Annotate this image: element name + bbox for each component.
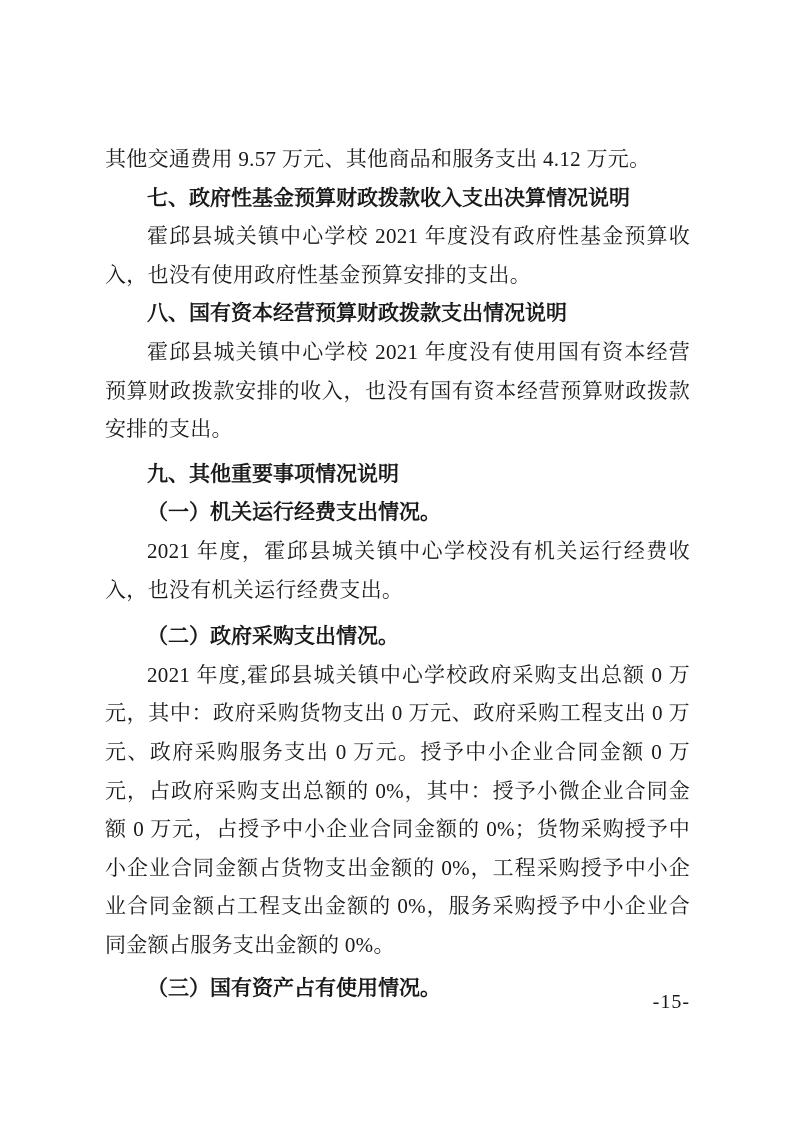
subsection-2-paragraph: 2021 年度,霍邱县城关镇中心学校政府采购支出总额 0 万元，其中：政府采购货物支出 0 万元、政府采购工程支出 0 万元、政府采购服务支出 0 万元。授予中小企业合同金额 0 万元，占政府采购支出总额的 0%，其中：授予小微企业合同金额 0 万元，占授予中小企业合同金额的 0%；货物采购授予中小企业合同金额占货物支出金额的 0%，工程采购授予中小企业合同金额占工程支出金额的 0%，服务采购授予中小企业合同金额占服务支出金额的 0%。 — [105, 662, 690, 957]
section-7-heading: 七、政府性基金预算财政拨款收入支出决算情况说明 — [147, 185, 630, 210]
subsection-2-heading: （二）政府采购支出情况。 — [147, 624, 399, 649]
section-8-heading: 八、国有资本经营预算财政拨款支出情况说明 — [147, 301, 567, 326]
page-body — [105, 140, 690, 1008]
page-number: -15- — [652, 991, 690, 1013]
subsection-1-heading: （一）机关运行经费支出情况。 — [147, 500, 441, 525]
section-7-paragraph: 霍邱县城关镇中心学校 2021 年度没有政府性基金预算收入，也没有使用政府性基金预算安排的支出。 — [105, 224, 690, 287]
subsection-3-heading: （三）国有资产占有使用情况。 — [147, 976, 441, 1001]
continuation-paragraph: 其他交通费用 9.57 万元、其他商品和服务支出 4.12 万元。 — [105, 147, 651, 171]
subsection-1-paragraph: 2021 年度，霍邱县城关镇中心学校没有机关运行经费收入，也没有机关运行经费支出。 — [105, 538, 690, 602]
section-9-heading: 九、其他重要事项情况说明 — [147, 461, 399, 486]
section-8-paragraph: 霍邱县城关镇中心学校 2021 年度没有使用国有资本经营预算财政拨款安排的收入，也没有国有资本经营预算财政拨款安排的支出。 — [105, 339, 690, 442]
